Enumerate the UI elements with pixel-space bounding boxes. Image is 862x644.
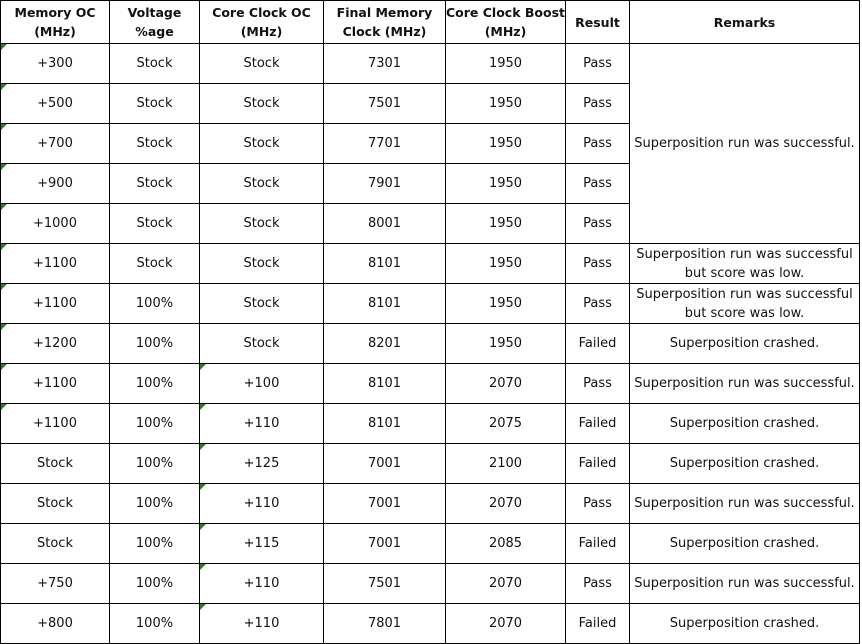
cell-result[interactable]: Pass <box>566 284 630 324</box>
cell-voltage[interactable]: 100% <box>110 284 200 324</box>
cell-final-memory-clock[interactable]: 7701 <box>324 124 446 164</box>
cell-result[interactable]: Failed <box>566 444 630 484</box>
cell-remarks[interactable]: Superposition run was successful but score was low. <box>630 284 860 324</box>
cell-memory-oc[interactable]: +300 <box>1 44 110 84</box>
cell-memory-oc[interactable]: +900 <box>1 164 110 204</box>
cell-remarks[interactable]: Superposition run was successful. <box>630 44 860 244</box>
cell-voltage[interactable]: 100% <box>110 364 200 404</box>
cell-final-memory-clock[interactable]: 8201 <box>324 324 446 364</box>
cell-final-memory-clock[interactable]: 8001 <box>324 204 446 244</box>
cell-core-clock-boost[interactable]: 1950 <box>446 84 566 124</box>
cell-result[interactable]: Pass <box>566 164 630 204</box>
cell-memory-oc[interactable]: Stock <box>1 484 110 524</box>
cell-result[interactable]: Pass <box>566 364 630 404</box>
cell-result[interactable]: Pass <box>566 44 630 84</box>
cell-core-clock-oc[interactable]: Stock <box>200 324 324 364</box>
cell-memory-oc[interactable]: +800 <box>1 604 110 644</box>
cell-core-clock-boost[interactable]: 1950 <box>446 44 566 84</box>
cell-core-clock-boost[interactable]: 1950 <box>446 284 566 324</box>
table-row <box>1 244 860 284</box>
cell-voltage[interactable]: 100% <box>110 564 200 604</box>
cell-final-memory-clock[interactable]: 7001 <box>324 484 446 524</box>
cell-core-clock-oc[interactable]: Stock <box>200 164 324 204</box>
cell-core-clock-oc[interactable]: Stock <box>200 84 324 124</box>
cell-final-memory-clock[interactable]: 8101 <box>324 404 446 444</box>
table-row <box>1 444 860 484</box>
cell-core-clock-oc[interactable]: Stock <box>200 244 324 284</box>
table-row <box>1 364 860 404</box>
table-row <box>1 284 860 324</box>
cell-result[interactable]: Pass <box>566 484 630 524</box>
cell-final-memory-clock[interactable]: 8101 <box>324 244 446 284</box>
cell-voltage[interactable]: 100% <box>110 404 200 444</box>
header-final-memory-clock[interactable]: Final Memory Clock (MHz) <box>324 1 446 44</box>
cell-core-clock-boost[interactable]: 2070 <box>446 364 566 404</box>
table-row <box>1 44 860 84</box>
header-result[interactable]: Result <box>566 1 630 44</box>
cell-core-clock-boost[interactable]: 1950 <box>446 244 566 284</box>
cell-memory-oc[interactable]: +700 <box>1 124 110 164</box>
cell-core-clock-boost[interactable]: 2070 <box>446 484 566 524</box>
cell-remarks[interactable]: Superposition run was successful. <box>630 564 860 604</box>
header-row <box>1 1 860 44</box>
table-row <box>1 484 860 524</box>
cell-voltage[interactable]: Stock <box>110 244 200 284</box>
table-row <box>1 564 860 604</box>
cell-remarks[interactable]: Superposition run was successful. <box>630 484 860 524</box>
cell-voltage[interactable]: Stock <box>110 84 200 124</box>
cell-final-memory-clock[interactable]: 7501 <box>324 84 446 124</box>
cell-remarks[interactable]: Superposition run was successful. <box>630 364 860 404</box>
header-core-clock-boost[interactable]: Core Clock Boost (MHz) <box>446 1 566 44</box>
cell-core-clock-boost[interactable]: 2100 <box>446 444 566 484</box>
cell-memory-oc[interactable]: +1100 <box>1 404 110 444</box>
cell-voltage[interactable]: 100% <box>110 484 200 524</box>
cell-result[interactable]: Failed <box>566 604 630 644</box>
cell-result[interactable]: Pass <box>566 564 630 604</box>
cell-core-clock-oc[interactable]: +110 <box>200 404 324 444</box>
table-row <box>1 404 860 444</box>
cell-memory-oc[interactable]: +1200 <box>1 324 110 364</box>
cell-core-clock-oc[interactable]: +110 <box>200 564 324 604</box>
cell-final-memory-clock[interactable]: 7801 <box>324 604 446 644</box>
cell-final-memory-clock[interactable]: 8101 <box>324 284 446 324</box>
header-memory-oc[interactable]: Memory OC (MHz) <box>1 1 110 44</box>
cell-memory-oc[interactable]: +1000 <box>1 204 110 244</box>
table-body <box>1 44 860 644</box>
cell-result[interactable]: Pass <box>566 84 630 124</box>
table-row <box>1 324 860 364</box>
cell-memory-oc[interactable]: +1100 <box>1 284 110 324</box>
cell-result[interactable]: Pass <box>566 244 630 284</box>
cell-final-memory-clock[interactable]: 7301 <box>324 44 446 84</box>
cell-final-memory-clock[interactable]: 8101 <box>324 364 446 404</box>
cell-final-memory-clock[interactable]: 7001 <box>324 524 446 564</box>
cell-voltage[interactable]: Stock <box>110 44 200 84</box>
header-voltage[interactable]: Voltage %age <box>110 1 200 44</box>
cell-final-memory-clock[interactable]: 7901 <box>324 164 446 204</box>
cell-memory-oc[interactable]: +1100 <box>1 364 110 404</box>
cell-final-memory-clock[interactable]: 7501 <box>324 564 446 604</box>
header-remarks[interactable]: Remarks <box>630 1 860 44</box>
cell-core-clock-oc[interactable]: Stock <box>200 124 324 164</box>
cell-result[interactable]: Failed <box>566 324 630 364</box>
table-row <box>1 524 860 564</box>
cell-core-clock-boost[interactable]: 2070 <box>446 604 566 644</box>
cell-voltage[interactable]: 100% <box>110 604 200 644</box>
cell-core-clock-boost[interactable]: 2085 <box>446 524 566 564</box>
cell-result[interactable]: Pass <box>566 204 630 244</box>
cell-core-clock-oc[interactable]: +110 <box>200 604 324 644</box>
cell-core-clock-boost[interactable]: 1950 <box>446 204 566 244</box>
cell-memory-oc[interactable]: +500 <box>1 84 110 124</box>
cell-remarks[interactable]: Superposition crashed. <box>630 324 860 364</box>
cell-result[interactable]: Failed <box>566 404 630 444</box>
cell-core-clock-boost[interactable]: 2070 <box>446 564 566 604</box>
cell-core-clock-boost[interactable]: 1950 <box>446 324 566 364</box>
cell-remarks[interactable]: Superposition crashed. <box>630 444 860 484</box>
cell-core-clock-oc[interactable]: +115 <box>200 524 324 564</box>
cell-result[interactable]: Pass <box>566 124 630 164</box>
cell-voltage[interactable]: 100% <box>110 444 200 484</box>
cell-voltage[interactable]: Stock <box>110 124 200 164</box>
cell-voltage[interactable]: 100% <box>110 324 200 364</box>
cell-core-clock-oc[interactable]: Stock <box>200 284 324 324</box>
cell-memory-oc[interactable]: Stock <box>1 524 110 564</box>
header-core-clock-oc[interactable]: Core Clock OC (MHz) <box>200 1 324 44</box>
cell-core-clock-boost[interactable]: 1950 <box>446 164 566 204</box>
cell-memory-oc[interactable]: +1100 <box>1 244 110 284</box>
cell-core-clock-oc[interactable]: Stock <box>200 44 324 84</box>
cell-core-clock-oc[interactable]: +125 <box>200 444 324 484</box>
cell-core-clock-boost[interactable]: 1950 <box>446 124 566 164</box>
cell-core-clock-oc[interactable]: +100 <box>200 364 324 404</box>
cell-remarks[interactable]: Superposition crashed. <box>630 404 860 444</box>
cell-voltage[interactable]: Stock <box>110 204 200 244</box>
table-row <box>1 604 860 644</box>
cell-memory-oc[interactable]: +750 <box>1 564 110 604</box>
cell-voltage[interactable]: Stock <box>110 164 200 204</box>
cell-voltage[interactable]: 100% <box>110 524 200 564</box>
cell-remarks[interactable]: Superposition crashed. <box>630 604 860 644</box>
cell-result[interactable]: Failed <box>566 524 630 564</box>
cell-remarks[interactable]: Superposition crashed. <box>630 524 860 564</box>
cell-core-clock-oc[interactable]: +110 <box>200 484 324 524</box>
cell-core-clock-oc[interactable]: Stock <box>200 204 324 244</box>
cell-memory-oc[interactable]: Stock <box>1 444 110 484</box>
cell-remarks[interactable]: Superposition run was successful but score was low. <box>630 244 860 284</box>
cell-final-memory-clock[interactable]: 7001 <box>324 444 446 484</box>
cell-core-clock-boost[interactable]: 2075 <box>446 404 566 444</box>
